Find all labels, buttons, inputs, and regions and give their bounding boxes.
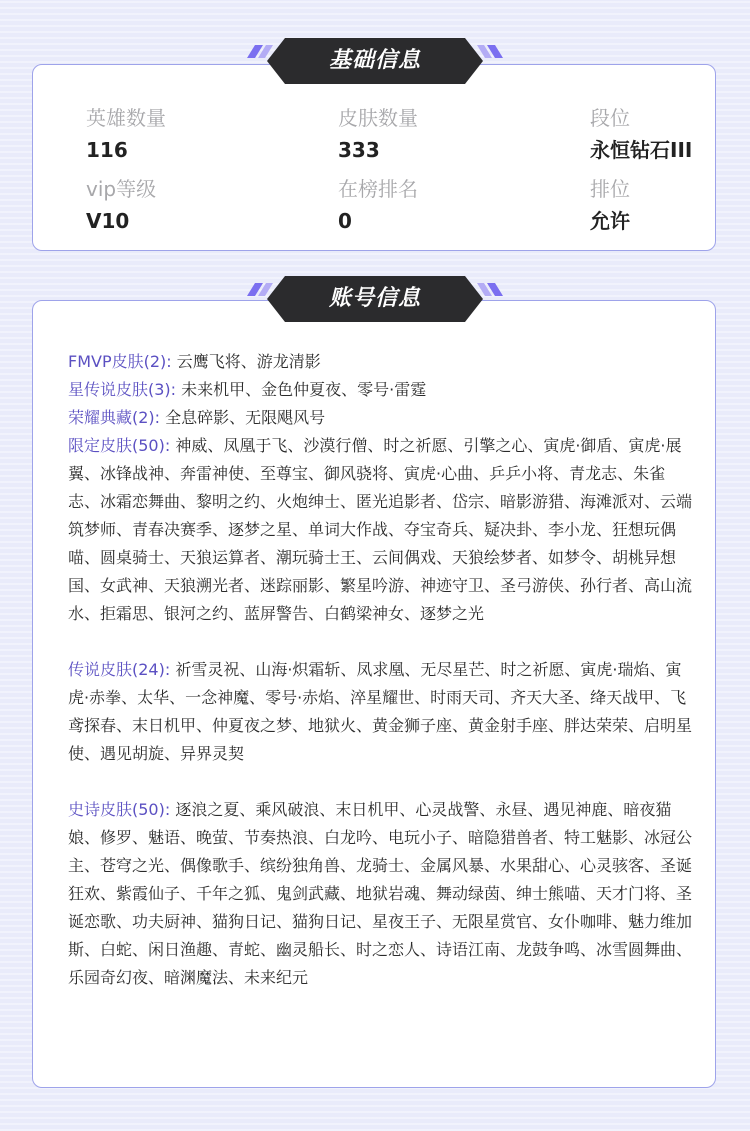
skin-names: 逐浪之夏、乘风破浪、末日机甲、心灵战警、永昼、遇见神鹿、暗夜猫娘、修罗、魅语、晚萤、节奏热浪、白龙吟、电玩小子、暗隐猎兽者、特工魅影、冰冠公主、苍穹之光、偶像歌手、缤纷独角兽、龙骑士、金属风暴、水果甜心、心灵骇客、圣诞狂欢、紫霞仙子、千年之狐、鬼剑武藏、地狱岩魂、舞动绿茵、绅士熊喵、天才门将、圣诞恋歌、功夫厨神、猫狗日记、猫狗日记、星夜王子、无限星赏官、女仆咖啡、魅力维加斯、白蛇、闲日渔趣、青蛇、幽灵船长、时之恋人、诗语江南、龙鼓争鸣、冰雪圆舞曲、乐园奇幻夜、暗渊魔法、未来纪元 xyxy=(68,800,693,987)
stat-value: 333 xyxy=(338,138,380,162)
account-info-banner xyxy=(0,276,750,322)
skin-list xyxy=(68,348,693,992)
stat-value: 允许 xyxy=(590,209,630,233)
stat-skin-count xyxy=(338,106,418,162)
skin-line-glory xyxy=(68,404,693,432)
skin-group-special xyxy=(68,348,693,628)
stat-ranked-allowed xyxy=(590,177,630,233)
skin-names: 祈雪灵祝、山海·炽霜斩、凤求凰、无尽星芒、时之祈愿、寅虎·瑞焰、寅虎·赤拳、太华、一念神魔、零号·赤焰、淬星耀世、时雨天司、齐天大圣、绛天战甲、飞鸢探春、末日机甲、仲夏夜之梦、地狱火、黄金狮子座、黄金射手座、胖达荣荣、启明星使、遇见胡旋、异界灵契 xyxy=(68,660,693,763)
stat-label: vip等级 xyxy=(86,177,157,201)
stat-label: 段位 xyxy=(590,106,630,130)
skin-category-label: 史诗皮肤(50): xyxy=(68,800,171,819)
basic-info-card xyxy=(32,64,716,251)
skin-category-label: 限定皮肤(50): xyxy=(68,436,171,455)
skin-category-label: FMVP皮肤(2): xyxy=(68,352,172,371)
skin-names: 神威、凤凰于飞、沙漠行僧、时之祈愿、引擎之心、寅虎·御盾、寅虎·展翼、冰锋战神、奔雷神使、至尊宝、御风骁将、寅虎·心曲、乒乒小将、青龙志、朱雀志、冰霜恋舞曲、黎明之约、火炮绅士、匿光追影者、岱宗、暗影游猎、海滩派对、云端筑梦师、青春决赛季、逐梦之星、单词大作战、夺宝奇兵、疑决卦、李小龙、狂想玩偶喵、圆桌骑士、天狼运算者、潮玩骑士王、云间偶戏、天狼绘梦者、如梦令、胡桃异想国、女武神、天狼溯光者、迷踪丽影、繁星吟游、神迹守卫、圣弓游侠、孙行者、高山流水、拒霜思、银河之约、蓝屏警告、白鹤梁神女、逐梦之光 xyxy=(68,436,693,623)
stat-value: 116 xyxy=(86,138,128,162)
stat-label: 排位 xyxy=(590,177,630,201)
stat-label: 在榜排名 xyxy=(338,177,418,201)
stats-grid xyxy=(33,65,715,250)
stat-value: V10 xyxy=(86,209,130,233)
stat-value: 永恒钻石III xyxy=(590,138,693,162)
account-info-card xyxy=(32,300,716,1088)
skin-group-legend xyxy=(68,656,693,768)
stat-vip-level xyxy=(86,177,156,233)
skin-line-epic xyxy=(68,796,693,992)
skin-category-label: 星传说皮肤(3): xyxy=(68,380,177,399)
section-title: 基础信息 xyxy=(328,48,421,73)
skin-line-legend xyxy=(68,656,693,768)
skin-line-fmvp xyxy=(68,348,693,376)
stat-label: 皮肤数量 xyxy=(338,106,418,130)
skin-group-epic xyxy=(68,796,693,992)
stat-hero-count xyxy=(86,106,166,162)
skin-names: 全息碎影、无限飓风号 xyxy=(165,408,326,427)
basic-info-banner xyxy=(0,38,750,84)
stat-value: 0 xyxy=(338,209,352,233)
stat-leaderboard-rank xyxy=(338,177,418,233)
section-title: 账号信息 xyxy=(328,286,421,311)
stat-label: 英雄数量 xyxy=(86,106,166,130)
skin-line-limited xyxy=(68,432,693,628)
skin-names: 云鹰飞将、游龙清影 xyxy=(176,352,321,371)
skin-line-star-legend xyxy=(68,376,693,404)
skin-names: 未来机甲、金色仲夏夜、零号·雷霆 xyxy=(181,380,427,399)
skin-category-label: 荣耀典藏(2): xyxy=(68,408,161,427)
stat-rank-tier xyxy=(590,106,692,162)
skin-category-label: 传说皮肤(24): xyxy=(68,660,171,679)
